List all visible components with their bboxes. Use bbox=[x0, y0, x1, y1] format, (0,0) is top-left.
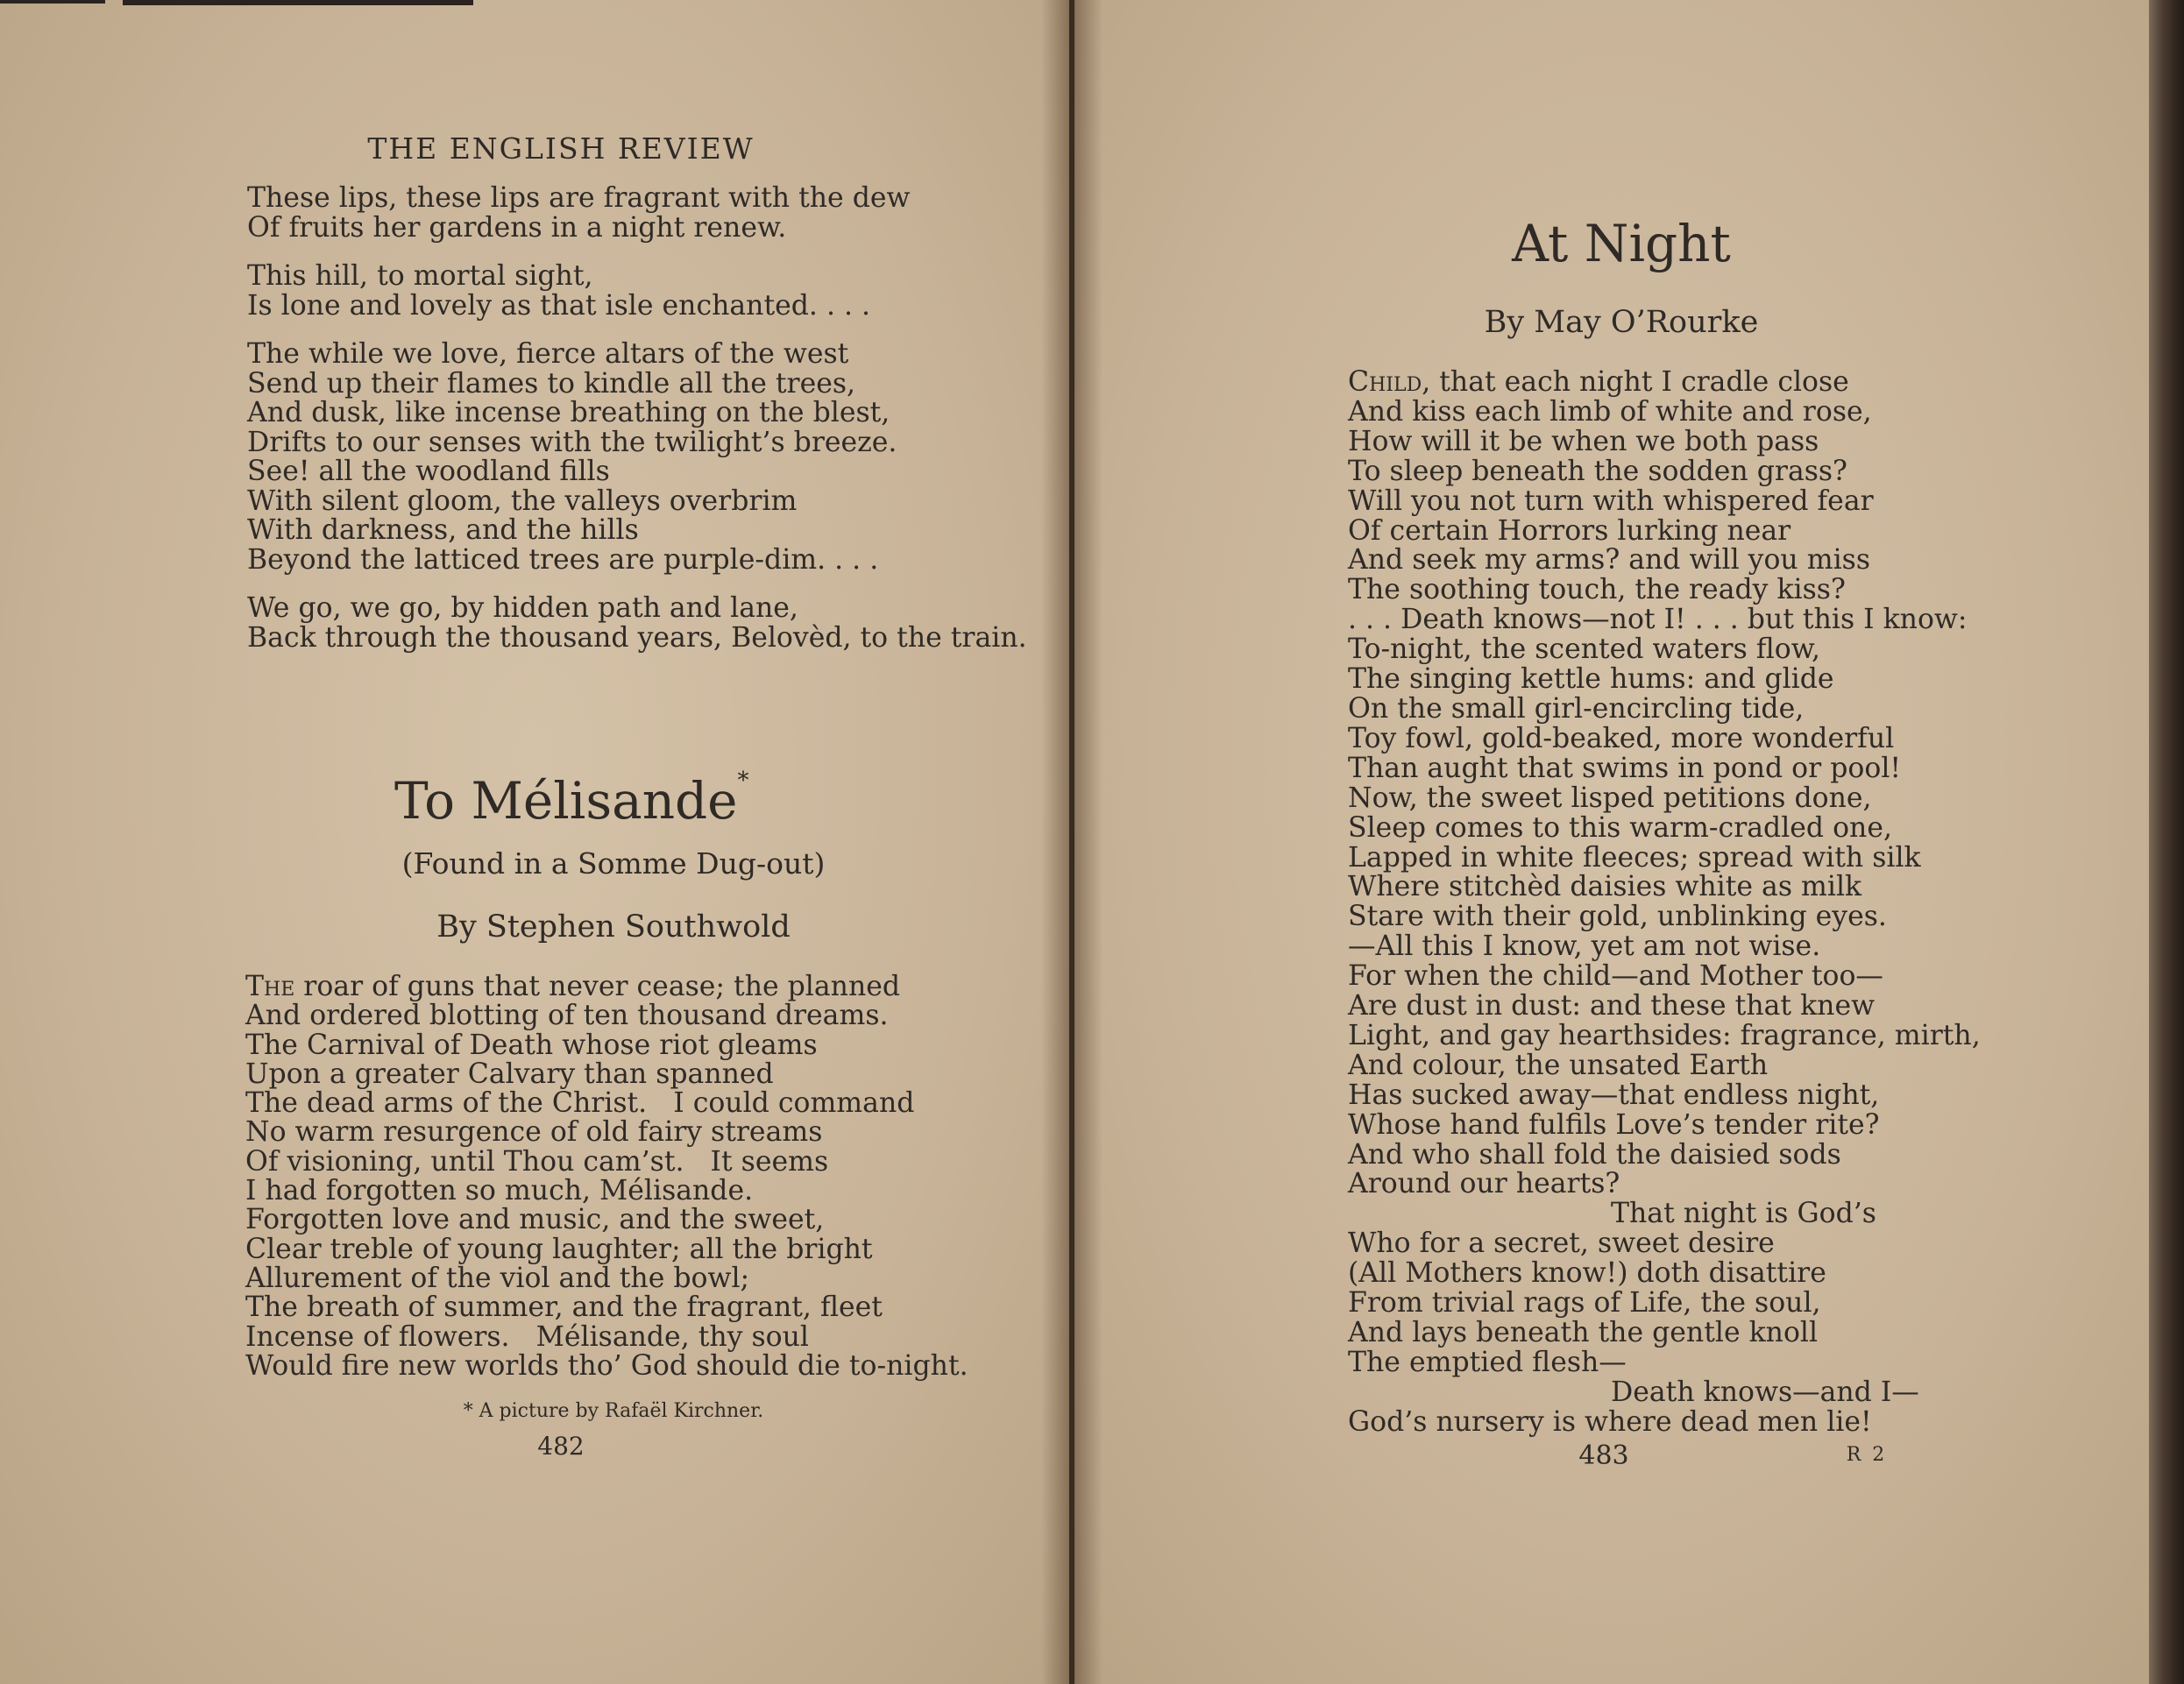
torn-corner bbox=[123, 0, 473, 5]
poem-line: Clear treble of young laughter; all the bright bbox=[245, 1233, 873, 1265]
poem-line: Now, the sweet lisped petitions done, bbox=[1348, 782, 1872, 814]
poem-line: Lapped in white fleeces; spread with silk bbox=[1348, 841, 1921, 874]
poem-line: And lays beneath the gentle knoll bbox=[1348, 1317, 1819, 1348]
poem-line: The soothing touch, the ready kiss? bbox=[1348, 574, 1846, 606]
poem-line: Death knows—and I— bbox=[1611, 1376, 1919, 1408]
poem-line: And dusk, like incense breathing on the blest, bbox=[247, 397, 890, 428]
poem-line: How will it be when we both pass bbox=[1348, 425, 1819, 457]
poem-line: No warm resurgence of old fairy streams bbox=[245, 1116, 823, 1149]
poem-line: To-night, the scented waters flow, bbox=[1348, 633, 1820, 666]
poem-line: The Carnival of Death whose riot gleams bbox=[245, 1029, 818, 1061]
poem-line: With silent gloom, the valleys overbrim bbox=[247, 485, 798, 517]
poem-line: Are dust in dust: and these that knew bbox=[1348, 990, 1876, 1022]
poem-line: With darkness, and the hills bbox=[247, 514, 639, 546]
poem-line: To sleep beneath the sodden grass? bbox=[1348, 455, 1847, 487]
footnote-mark: * bbox=[737, 768, 749, 794]
poem-line: Upon a greater Calvary than spanned bbox=[245, 1058, 774, 1090]
signature-mark: R 2 bbox=[1846, 1444, 1888, 1466]
poem-title-melisande bbox=[333, 768, 1008, 831]
poem-line: The singing kettle hums: and glide bbox=[1348, 663, 1834, 696]
poem-line: Where stitchèd daisies white as milk bbox=[1348, 871, 1862, 903]
footnote: * A picture by Rafaël Kirchner. bbox=[463, 1400, 764, 1422]
poem-line: Of visioning, until Thou cam’st. It seems bbox=[245, 1145, 829, 1178]
poem-stanzas bbox=[247, 182, 1027, 672]
poem-subtitle: (Found in a Somme Dug-out) bbox=[401, 846, 826, 881]
poem-line: For when the child—and Mother too— bbox=[1348, 960, 1883, 993]
poem-line: That night is God’s bbox=[1611, 1198, 1876, 1230]
stanza bbox=[247, 340, 948, 575]
poem-line: Would fire new worlds tho’ God should die to-night. bbox=[245, 1349, 968, 1382]
poem-line: Of fruits her gardens in a night renew. bbox=[247, 211, 787, 244]
poem-line: Whose hand fulfils Love’s tender rite? bbox=[1348, 1108, 1880, 1141]
running-head: THE ENGLISH REVIEW bbox=[367, 131, 755, 166]
poem-line: —All this I know, yet am not wise. bbox=[1348, 930, 1821, 963]
poem-line: The dead arms of the Christ. I could command bbox=[245, 1087, 915, 1120]
poem-line: We go, we go, by hidden path and lane, bbox=[247, 592, 798, 624]
first-line-rest: roar of guns that never cease; the planned bbox=[294, 971, 901, 1002]
poem-line bbox=[245, 973, 982, 1001]
poem-line: The breath of summer, and the fragrant, fleet bbox=[245, 1291, 883, 1324]
poem-line: And ordered blotting of ten thousand dreams. bbox=[245, 1000, 889, 1032]
poem-line: And colour, the unsated Earth bbox=[1348, 1049, 1769, 1081]
poem-line: Around our hearts? bbox=[1348, 1168, 1620, 1200]
poem-line: Drifts to our senses with the twilight’s breeze. bbox=[247, 426, 897, 458]
torn-corner bbox=[0, 0, 105, 4]
poem-line: Who for a secret, sweet desire bbox=[1348, 1228, 1775, 1260]
poem-at-night-lines bbox=[1348, 368, 2137, 1438]
poem-line: Forgotten love and music, and the sweet, bbox=[245, 1204, 825, 1236]
poem-line: And seek my arms? and will you miss bbox=[1348, 544, 1870, 577]
poem-title-text: To Mélisande bbox=[394, 771, 738, 831]
first-line-rest: , that each night I cradle close bbox=[1422, 366, 1849, 398]
poem-title-at-night: At Night bbox=[1512, 214, 1731, 273]
drop-word: The bbox=[245, 971, 295, 1002]
poem-line: Stare with their gold, unblinking eyes. bbox=[1348, 901, 1887, 933]
stanza bbox=[247, 184, 948, 243]
poem-line: . . . Death knows—not I! . . . but this I know: bbox=[1348, 604, 1968, 636]
poem-line: God’s nursery is where dead men lie! bbox=[1348, 1405, 1872, 1438]
poem-melisande-lines bbox=[245, 973, 982, 1381]
poem-line: Beyond the latticed trees are purple-dim. . . . bbox=[247, 543, 879, 576]
poem-line: I had forgotten so much, Mélisande. bbox=[245, 1175, 754, 1207]
poem-line: See! all the woodland fills bbox=[247, 456, 610, 487]
poem-line: And kiss each limb of white and rose, bbox=[1348, 395, 1872, 428]
poem-line: The while we love, fierce altars of the west bbox=[247, 338, 849, 370]
page-number-right: 483 bbox=[1578, 1440, 1629, 1471]
poem-line: On the small girl-encircling tide, bbox=[1348, 692, 1805, 725]
poem-line: Than aught that swims in pond or pool! bbox=[1348, 752, 1902, 784]
page-number-left: 482 bbox=[537, 1432, 585, 1461]
poem-line bbox=[1348, 368, 2137, 398]
poem-line: Of certain Horrors lurking near bbox=[1348, 514, 1791, 547]
drop-word: Child bbox=[1348, 366, 1422, 398]
poem-line: Will you not turn with whispered fear bbox=[1348, 485, 1874, 517]
poem-line: The emptied flesh— bbox=[1348, 1346, 1627, 1378]
poem-line: Sleep comes to this warm-cradled one, bbox=[1348, 811, 1893, 844]
poem-line: Toy fowl, gold-beaked, more wonderful bbox=[1348, 722, 1895, 754]
poem-line: Is lone and lovely as that isle enchanted. . . . bbox=[247, 289, 871, 322]
poem-line: Send up their flames to kindle all the trees, bbox=[247, 367, 856, 400]
poem-line: Back through the thousand years, Belovèd, to the train. bbox=[247, 621, 1027, 654]
poem-line: Incense of flowers. Mélisande, thy soul bbox=[245, 1320, 809, 1353]
page-edge bbox=[2149, 0, 2184, 1684]
poem-line: From trivial rags of Life, the soul, bbox=[1348, 1287, 1821, 1320]
poem-line: And who shall fold the daisied sods bbox=[1348, 1138, 1841, 1171]
poem-byline-southwold: By Stephen Southwold bbox=[436, 909, 791, 945]
poem-line: Light, and gay hearthsides: fragrance, mirth, bbox=[1348, 1019, 1981, 1051]
poem-line: These lips, these lips are fragrant with the dew bbox=[247, 182, 911, 214]
poem-line: (All Mothers know!) doth disattire bbox=[1348, 1257, 1826, 1290]
stanza bbox=[247, 592, 1027, 654]
left-page bbox=[0, 0, 1069, 1684]
poem-byline-orourke: By May O’Rourke bbox=[1484, 305, 1759, 340]
stanza bbox=[247, 262, 948, 321]
book-gutter bbox=[1041, 0, 1103, 1684]
poem-line: Allurement of the viol and the bowl; bbox=[245, 1262, 750, 1294]
poem-line: Has sucked away—that endless night, bbox=[1348, 1079, 1880, 1111]
poem-line: This hill, to mortal sight, bbox=[247, 260, 593, 292]
